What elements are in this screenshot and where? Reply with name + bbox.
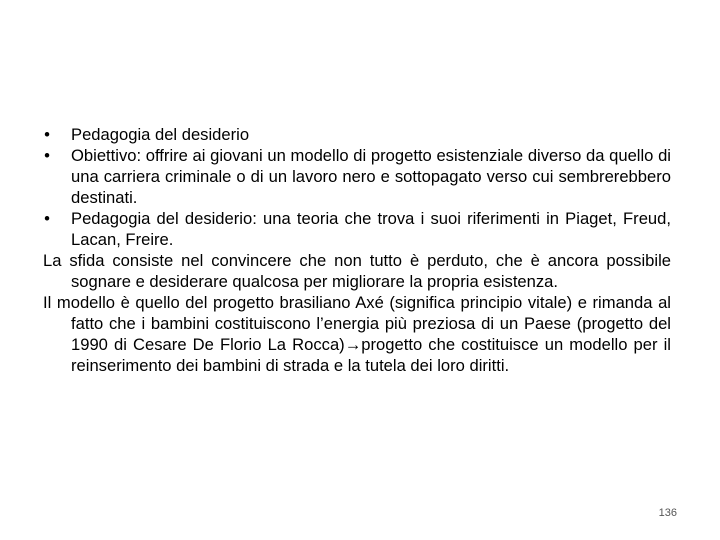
bullet-item-2 [43, 145, 671, 208]
paragraph-sfida: La sfida consiste nel convincere che non tutto è perduto, che è ancora possibile sognare e desiderare qualcosa per migliorare la propria esistenza. [43, 251, 671, 291]
bullet-text: Pedagogia del desiderio: una teoria che trova i suoi riferimenti in Piaget, Freud, Lacan, Freire. [71, 209, 671, 249]
bullet-marker [43, 145, 71, 166]
paragraph-modello: Il modello è quello del progetto brasiliano Axé (significa principio vitale) e rimanda al fatto che i bambini costituiscono l’energia più preziosa di un Paese (progetto del 1990 di Cesare De Florio La Rocca)→progetto che costituisce un modello per il reinserimento dei bambini di strada e la tutela dei loro diritti. [43, 293, 671, 375]
bullet-text: Obiettivo: offrire ai giovani un modello di progetto esistenziale diverso da quello di una carriera criminale o di un lavoro nero e sottopagato verso cui sembrerebbero destinati. [71, 146, 671, 207]
bullet-marker [43, 208, 71, 229]
bullet-item-1 [43, 124, 671, 145]
bullet-glyph: • [44, 125, 50, 144]
page-number: 136 [658, 507, 677, 519]
bullet-text: Pedagogia del desiderio [71, 125, 250, 144]
bullet-item-3 [43, 208, 671, 250]
bullet-glyph: • [44, 146, 50, 165]
slide-body [43, 124, 671, 376]
bullet-glyph: • [44, 209, 50, 228]
bullet-marker [43, 124, 71, 145]
